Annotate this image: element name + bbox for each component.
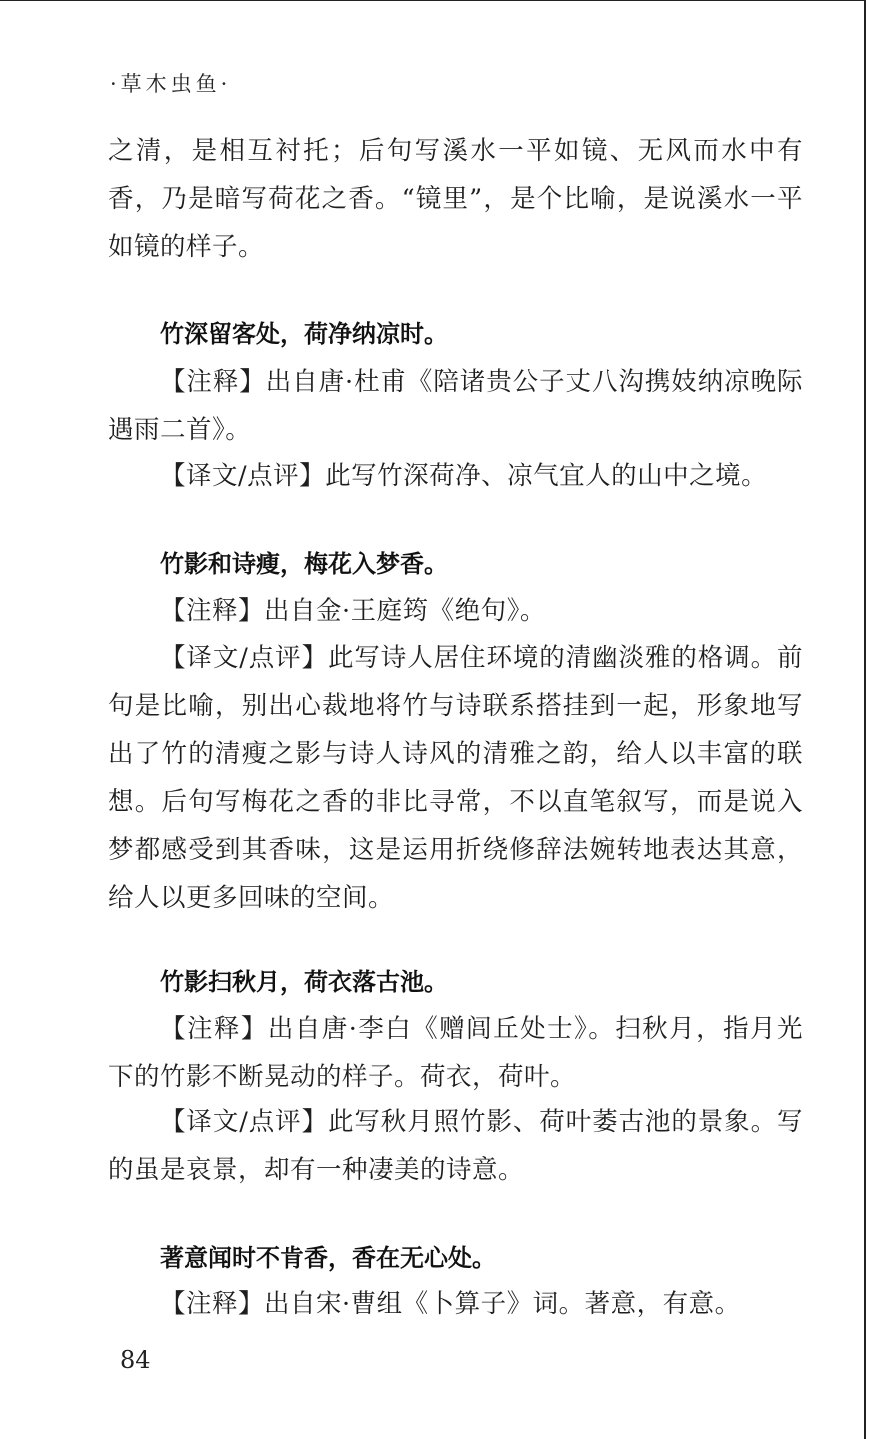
entry-3-note: 【注释】出自唐·李白《赠闾丘处士》。扫秋月，指月光下的竹影不断晃动的样子。荷衣，荷叶。 bbox=[108, 1014, 803, 1092]
entry-2-comment: 【译文/点评】此写诗人居住环境的清幽淡雅的格调。前句是比喻，别出心裁地将竹与诗联系搭挂到一起，形象地写出了竹的清瘦之影与诗人诗风的清雅之韵，给人以丰富的联想。后句写梅花之香的非比寻常，不以直笔叙写，而是说入梦都感受到其香味，这是运用折绕修辞法婉转地表达其意，给人以更多回味的空间。 bbox=[108, 643, 803, 913]
running-head: ·草木虫鱼· bbox=[110, 72, 232, 96]
entry-3-title: 竹影扫秋月，荷衣落古池。 bbox=[160, 968, 448, 996]
entry-2-title: 竹影和诗瘦，梅花入梦香。 bbox=[160, 550, 448, 578]
entry-1-comment: 【译文/点评】此写竹深荷净、凉气宜人的山中之境。 bbox=[160, 461, 768, 491]
entry-1-note: 【注释】出自唐·杜甫《陪诸贵公子丈八沟携妓纳凉晚际遇雨二首》。 bbox=[108, 367, 803, 445]
entry-4-note: 【注释】出自宋·曹组《卜算子》词。著意，有意。 bbox=[160, 1289, 741, 1319]
entry-1-title: 竹深留客处，荷净纳凉时。 bbox=[160, 320, 448, 348]
paragraph-intro: 之清，是相互衬托；后句写溪水一平如镜、无风而水中有香，乃是暗写荷花之香。“镜里”，是个比喻，是说溪水一平如镜的样子。 bbox=[108, 136, 803, 262]
page-number: 84 bbox=[120, 1346, 151, 1374]
entry-4-title: 著意闻时不肯香，香在无心处。 bbox=[160, 1244, 496, 1272]
entry-3-comment: 【译文/点评】此写秋月照竹影、荷叶萎古池的景象。写的虽是哀景，却有一种凄美的诗意。 bbox=[108, 1107, 803, 1185]
entry-2-note: 【注释】出自金·王庭筠《绝句》。 bbox=[160, 596, 546, 626]
